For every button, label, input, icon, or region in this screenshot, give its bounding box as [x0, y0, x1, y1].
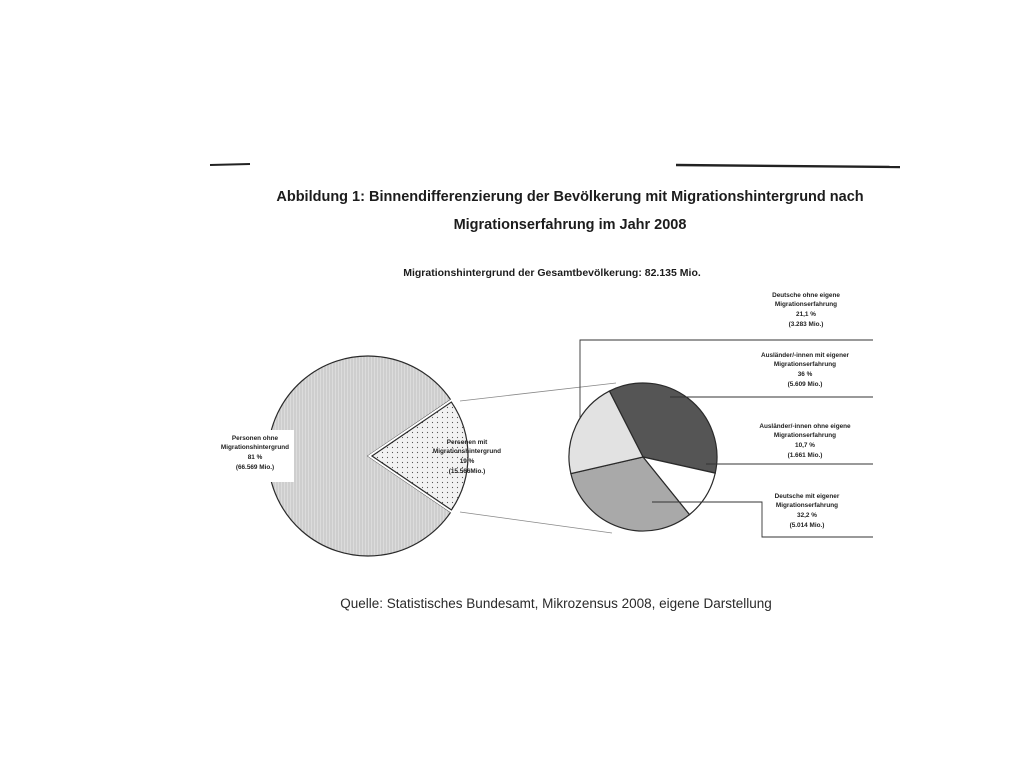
label-aus-ohne-line2: Migrationserfahrung: [773, 432, 837, 439]
label-aus-mit-line4: (5.609 Mio.): [787, 381, 823, 388]
source-note: Quelle: Statistisches Bundesamt, Mikrozensus 2008, eigene Darstellung: [340, 596, 772, 611]
chart-subtitle: Migrationshintergrund der Gesamtbevölkerung: 82.135 Mio.: [403, 267, 701, 279]
label-de-mit-line2: Migrationserfahrung: [775, 502, 839, 509]
label-aus-mit-line2: Migrationserfahrung: [773, 361, 837, 368]
label-aus-ohne-line1: Ausländer/-innen ohne eigene: [759, 423, 851, 430]
label-de-ohne-line1: Deutsche ohne eigene: [772, 292, 840, 299]
slice-label-de-mit: [775, 493, 840, 529]
figure-title-line1: Abbildung 1: Binnendifferenzierung der Bevölkerung mit Migrationshintergrund nach: [276, 189, 864, 205]
label-ohne-line1: Personen ohne: [231, 435, 279, 442]
label-de-mit-line1: Deutsche mit eigener: [774, 493, 840, 500]
label-mit-line2: Migrationshintergrund: [432, 448, 502, 455]
label-mit-line1: Personen mit: [446, 439, 488, 446]
slice-label-aus-mit: [761, 352, 850, 388]
label-aus-ohne-line4: (1.661 Mio.): [787, 452, 823, 459]
label-de-ohne-line4: (3.283 Mio.): [788, 321, 824, 328]
label-ohne-line4: (66.569 Mio.): [235, 464, 275, 471]
slice-label-aus-ohne: [759, 423, 851, 459]
pie-migration-background: [569, 383, 717, 531]
label-de-ohne-line3: 21,1 %: [796, 311, 816, 318]
slice-label-de-ohne: [772, 292, 840, 328]
label-mit-line3: 19 %: [459, 458, 475, 465]
connector-top: [460, 383, 616, 401]
figure-title-line2: Migrationserfahrung im Jahr 2008: [453, 217, 687, 233]
label-ohne-line2: Migrationshintergrund: [220, 444, 290, 451]
label-aus-mit-line1: Ausländer/-innen mit eigener: [760, 352, 850, 359]
top-rule-left: [210, 164, 250, 165]
label-ohne-line3: 81 %: [247, 454, 263, 461]
label-aus-mit-line3: 36 %: [797, 371, 813, 378]
connector-bottom: [460, 512, 612, 533]
top-rule-right: [676, 165, 900, 167]
label-de-ohne-line2: Migrationserfahrung: [774, 301, 838, 308]
label-de-mit-line4: (5.014 Mio.): [789, 522, 825, 529]
pie-total-population: [268, 356, 468, 556]
label-mit-line4: (15.566Mio.): [448, 468, 486, 475]
label-aus-ohne-line3: 10,7 %: [795, 442, 815, 449]
label-de-mit-line3: 32,2 %: [797, 512, 817, 519]
